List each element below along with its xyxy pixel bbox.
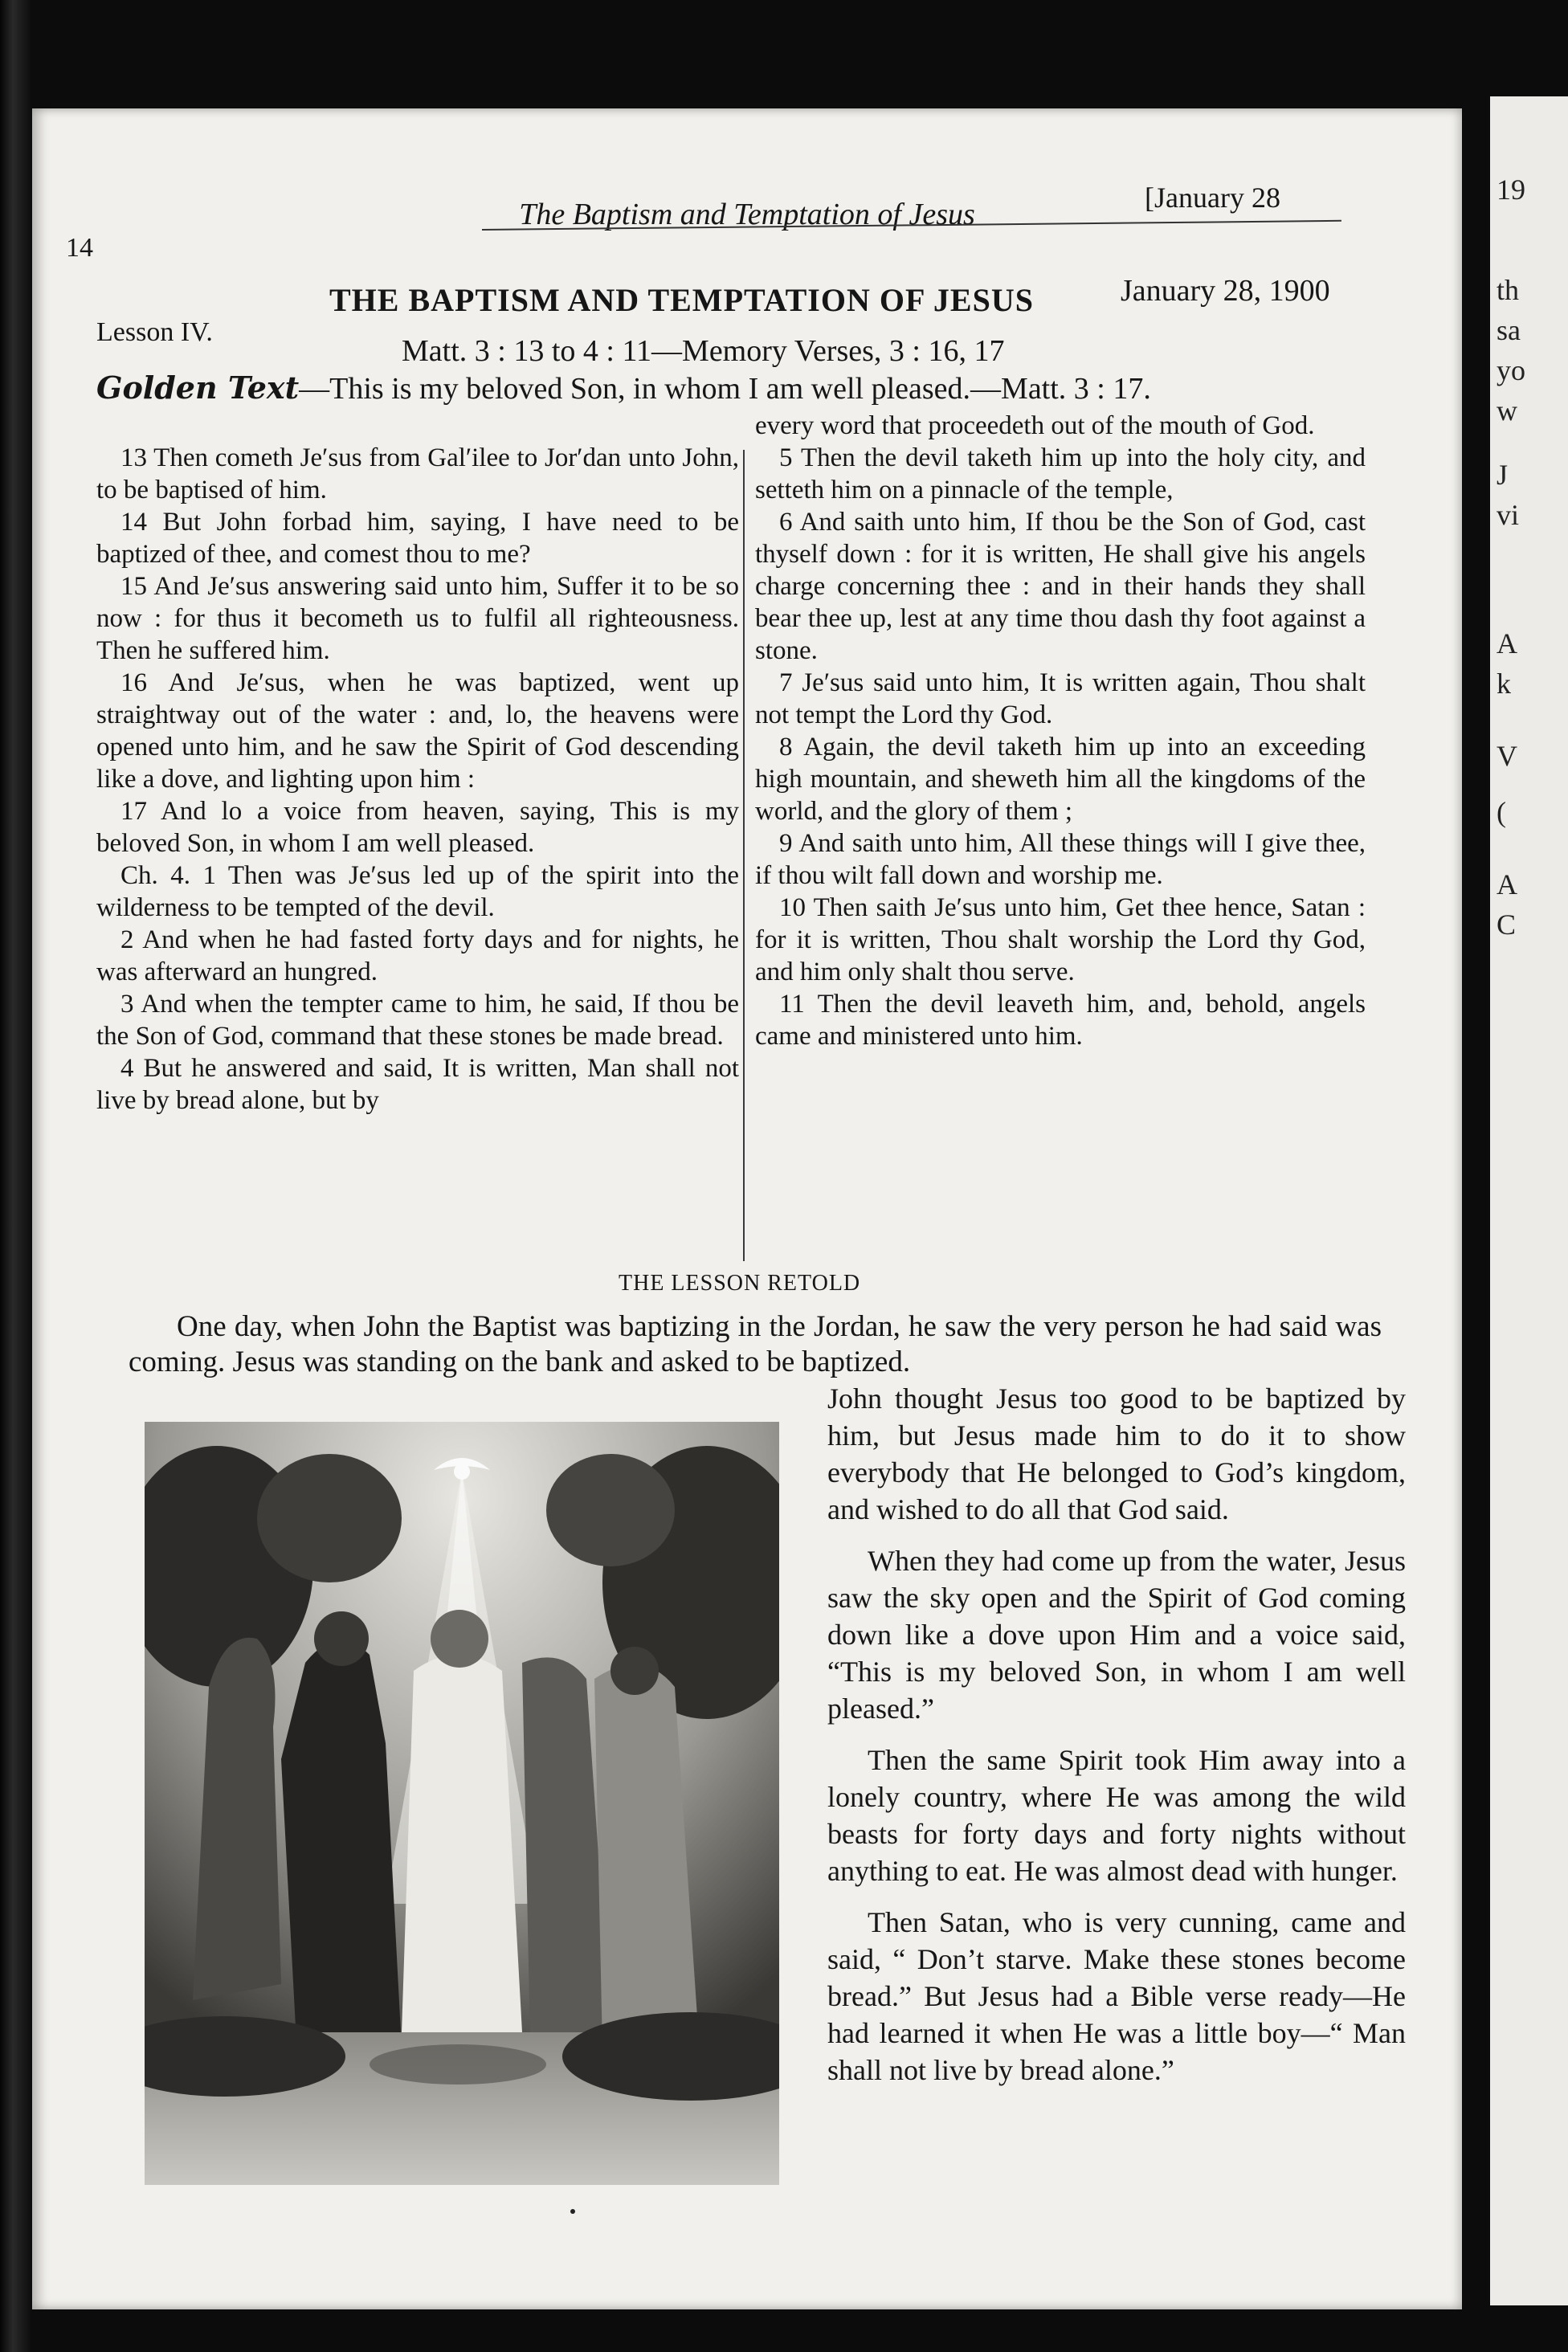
scripture-reference: Matt. 3 : 13 to 4 : 11—Memory Verses, 3 : 16, 17	[402, 334, 1005, 368]
retold-paragraph: When they had come up from the water, Jesus saw the sky open and the Spirit of God coming down like a dove upon Him and a voice said, “This is my beloved Son, in whom I am well pleased.”	[827, 1545, 1406, 1725]
verse: 3 And when the tempter came to him, he said, If thou be the Son of God, command that these stones be made bread.	[96, 990, 739, 1051]
next-page-fragment: th	[1497, 274, 1520, 306]
verse: 10 Then saith Je′sus unto him, Get thee hence, Satan : for it is written, Thou shalt worship the Lord thy God, and him only shalt thou serve.	[755, 893, 1366, 986]
next-page-fragment: vi	[1497, 499, 1520, 531]
next-page-fragment: 19	[1497, 174, 1525, 206]
next-page-fragment: A	[1497, 868, 1517, 900]
next-page-fragment: k	[1497, 668, 1511, 700]
verse: 13 Then cometh Je′sus from Gal′ilee to Jor′dan unto John, to be baptised of him.	[96, 443, 739, 504]
page-number: 14	[66, 233, 93, 263]
running-date: [January 28	[1145, 182, 1280, 214]
verse: 6 And saith unto him, If thou be the Son of God, cast thyself down : for it is written, He shall give his angels charge concerning thee : and in their hands they shall bear thee up, lest at any time thou dash thy foot against a stone.	[755, 508, 1366, 665]
next-page-fragment: sa	[1497, 314, 1521, 346]
column-divider	[743, 450, 745, 1261]
ink-dot	[570, 2209, 575, 2214]
lesson-date: January 28, 1900	[1121, 274, 1330, 308]
lesson-number: Lesson IV.	[96, 317, 213, 347]
verse: 4 But he answered and said, It is written, Man shall not live by bread alone, but by	[96, 1054, 739, 1115]
verse: 17 And lo a voice from heaven, saying, This is my beloved Son, in whom I am well pleased.	[96, 797, 739, 858]
retold-text-column	[827, 1380, 1406, 2103]
lesson-title: THE BAPTISM AND TEMPTATION OF JESUS	[329, 282, 1034, 318]
next-page-fragment: w	[1497, 394, 1517, 427]
verse: 5 Then the devil taketh him up into the holy city, and setteth him on a pinnacle of the temple,	[755, 443, 1366, 504]
retold-paragraph: Then the same Spirit took Him away into a lonely country, where He was among the wild beasts for forty days and forty nights without anything to eat. He was almost dead with hunger.	[827, 1744, 1406, 1887]
verse: 15 And Je′sus answering said unto him, Suffer it to be so now : for thus it becometh us to fulfil all righteousness. Then he suffered him.	[96, 572, 739, 665]
running-title: The Baptism and Temptation of Jesus	[519, 198, 975, 231]
verse: 14 But John forbad him, saying, I have need to be baptized of thee, and comest thou to me?	[96, 508, 739, 569]
section-heading: THE LESSON RETOLD	[619, 1271, 861, 1296]
next-page-fragment: V	[1497, 740, 1517, 772]
retold-lead-paragraph: One day, when John the Baptist was baptizing in the Jordan, he saw the very person he had said was coming. Jesus was standing on the bank and asked to be baptized.	[129, 1310, 1382, 1378]
verse: 8 Again, the devil taketh him up into an exceeding high mountain, and sheweth him all the kingdoms of the world, and the glory of them ;	[755, 733, 1366, 826]
retold-paragraph: Then Satan, who is very cunning, came and said, “ Don’t starve. Make these stones become bread.” But Jesus had a Bible verse ready—He had learned it when He was a little boy—“ Man shall not live by bread alone.”	[827, 1906, 1406, 2086]
golden-text-body: —This is my beloved Son, in whom I am well pleased.—Matt. 3 : 17.	[299, 372, 1151, 406]
next-page-fragment: J	[1497, 459, 1509, 491]
verse: 16 And Je′sus, when he was baptized, went up straightway out of the water : and, lo, the heavens were opened unto him, and he saw the Spirit of God descending like a dove, and lighting upon him :	[96, 668, 739, 794]
verse: 2 And when he had fasted forty days and for nights, he was afterward an hungred.	[96, 925, 739, 986]
verse: 9 And saith unto him, All these things will I give thee, if thou wilt fall down and worship me.	[755, 829, 1366, 890]
scripture-column-left	[96, 442, 739, 1269]
next-page-fragment: A	[1497, 627, 1517, 659]
retold-paragraph: John thought Jesus too good to be baptized by him, but Jesus made him to do it to show everybody that He belonged to God’s kingdom, and wished to do all that God said.	[827, 1382, 1406, 1525]
scripture-column-right	[755, 410, 1366, 1245]
adjacent-page-edge	[1490, 96, 1568, 2305]
verse: 11 Then the devil leaveth him, and, behold, angels came and ministered unto him.	[755, 990, 1366, 1051]
book-binding-edge	[0, 0, 32, 2352]
baptism-illustration	[145, 1422, 779, 2185]
verse: every word that proceedeth out of the mouth of God.	[755, 411, 1315, 440]
golden-text	[96, 370, 1151, 406]
next-page-fragment: C	[1497, 909, 1517, 941]
verse: Ch. 4. 1 Then was Je′sus led up of the spirit into the wilderness to be tempted of the devil.	[96, 861, 739, 922]
verse: 7 Je′sus said unto him, It is written again, Thou shalt not tempt the Lord thy God.	[755, 668, 1366, 729]
golden-text-label: Golden Text	[96, 370, 300, 406]
next-page-fragment: (	[1497, 796, 1506, 828]
next-page-fragment: yo	[1497, 354, 1525, 386]
